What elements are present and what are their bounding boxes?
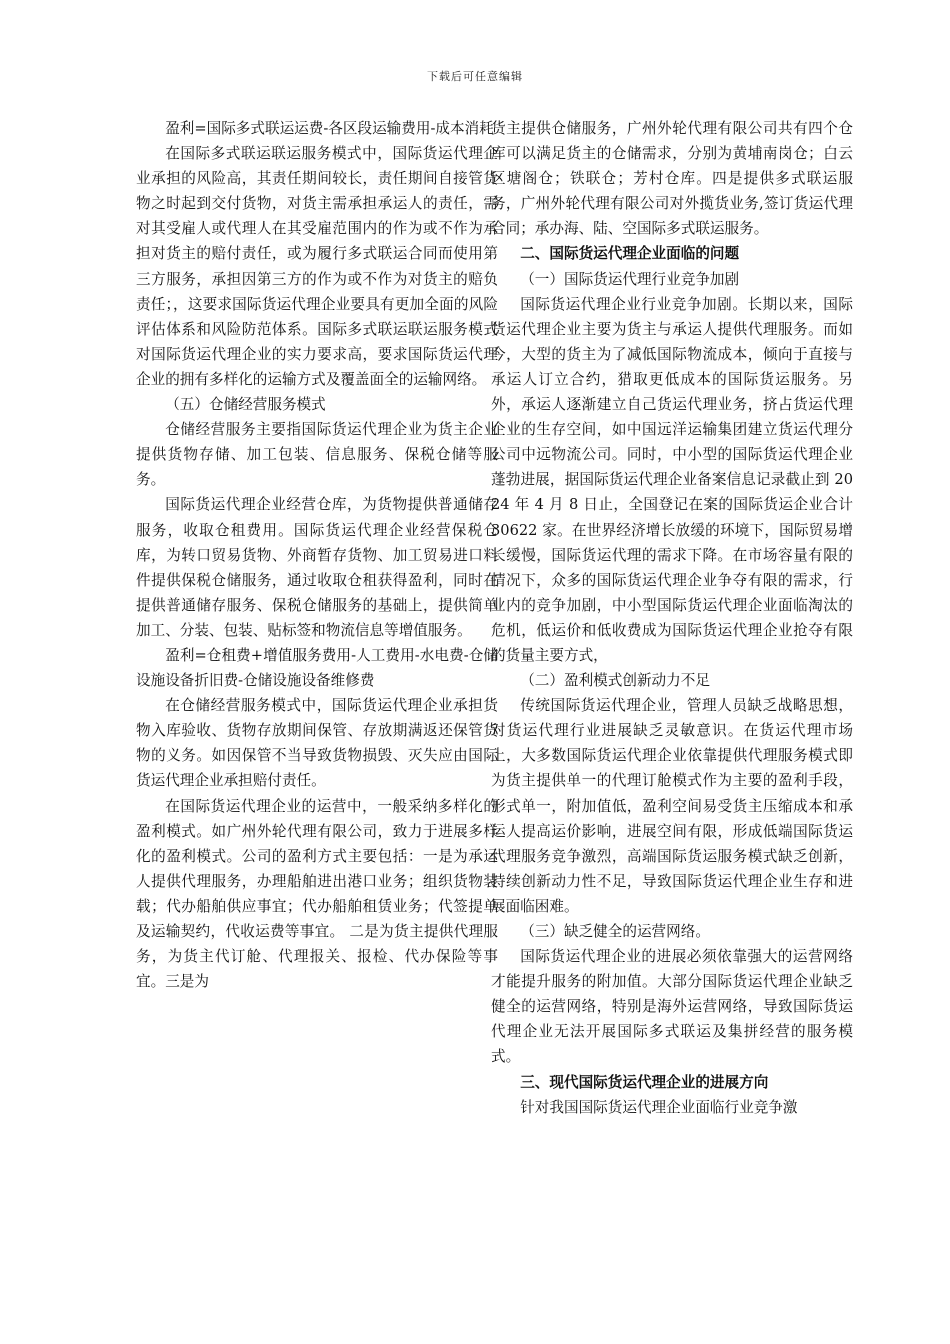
paragraph-guangzhou-example: 在国际货运代理企业的运营中，一般采纳多样化的盈利模式。如广州外轮代理有限公司，致力于进展多样化的盈利模式。公司的盈利方式主要包括：一是为承运人提供代理服务，办理船舶进出港口业务；组织货物装载；代办船舶供应事宜；代办船舶租赁业务；代签提单及运输契约，代收运费等事宜。 二是为货主提供代理服务，为货主代订舱、代理报关、报检、代办保险等事宜。三是为 [136,797,498,991]
section-heading-direction: 三、现代国际货运代理企业的进展方向 [520,1073,769,1091]
paragraph-innovation: 传统国际货运代理企业，管理人员缺乏战略思想，对货运代理行业进展缺乏灵敏意识。在货运代理市场上，大多数国际货运代理企业依靠提供代理服务模式即为货主提供单一的代理订舱模式作为主要的盈利手段，形式单一，附加值低，盈利空间易受货主压缩成本和承运人提高运价影响，进展空间有限，形成低端国际货运代理服务竞争激烈，高端国际货运服务模式缺乏创新，持续创新动力性不足，导致国际货运代理企业生存和进展面临困难。 [491,697,853,915]
paragraph-warehousing-liability: 在仓储经营服务模式中，国际货运代理企业承担货物入库验收、货物存放期间保管、存放期满返还保管货物的义务。如因保管不当导致货物损毁、灭失应由国际货运代理企业承担赔付责任。 [136,697,498,790]
paragraph-warehouse-operation: 国际货运代理企业经营仓库，为货物提供普通储存服务，收取仓租费用。国际货运代理企业经营保税仓库，为转口贸易货物、外商暂存货物、加工贸易进口料件提供保税仓储服务，通过收取仓租获得盈利，同时在提供普通储存服务、保税仓储服务的基础上，提供简单加工、分装、包装、贴标签和物流信息等增值服务。 [136,496,498,639]
paragraph-warehousing-definition: 仓储经营服务主要指国际货运代理企业为货主企业提供货物存储、加工包装、信息服务、保税仓储等服务。 [136,421,498,489]
profit-formula-multimodal: 盈利=国际多式联运运费-各区段运输费用-成本消耗 [165,120,494,137]
left-column [136,116,498,994]
subheading-competition: （一）国际货运代理行业竞争加剧 [520,270,740,288]
subheading-network: （三）缺乏健全的运营网络。 [520,923,710,940]
page-header-note: 下载后可任意编辑 [427,70,523,83]
right-column [491,116,853,1120]
paragraph-network: 国际货运代理企业的进展必须依靠强大的运营网络才能提升服务的附加值。大部分国际货运代理企业缺乏健全的运营网络，特别是海外运营网络，导致国际货运代理企业无法开展国际多式联运及集拼经营的服务模式。 [491,948,853,1066]
paragraph-guangzhou-continued: 货主提供仓储服务，广州外轮代理有限公司共有四个仓库可以满足货主的仓储需求，分别为黄埔南岗仓；白云区塘阁仓；铁联仓；芳村仓库。四是提供多式联运服务，广州外轮代理有限公司对外揽货业务,签订货运代理合同；承办海、陆、空国际多式联运服务。 [491,120,853,238]
paragraph-competition: 国际货运代理企业行业竞争加剧。长期以来，国际货运代理企业主要为货主与承运人提供代理服务。而如今，大型的货主为了减低国际物流成本，倾向于直接与承运人订立合约，猎取更低成本的国际货运服务。另外，承运人逐渐建立自己货运代理业务，挤占货运代理企业的生存空间，如中国远洋运输集团建立货运代理分公司中远物流公司。同时，中小型的国际货运代理企业蓬勃进展，据国际货运代理企业备案信息记录截止到 2024 年 4 月 8 日止，全国登记在案的国际货运企业合计 30622 家。在世界经济增长放缓的环境下，国际贸易增长缓慢，国际货运代理的需求下降。在市场容量有限的情况下，众多的国际货运代理企业争夺有限的需求，行业内的竞争加剧，中小型国际货运代理企业面临淘汰的危机，低运价和低收费成为国际货运代理企业抢夺有限的货量主要方式， [491,295,853,664]
paragraph-direction-start: 针对我国国际货运代理企业面临行业竞争激 [520,1098,798,1116]
profit-formula-warehousing: 盈利=仓租费+增值服务费用-人工费用-水电费-仓储设施设备折旧费-仓储设施设备维修费 [136,646,498,690]
section-heading-warehousing-model: （五）仓储经营服务模式 [165,396,326,414]
section-heading-problems: 二、国际货运代理企业面临的问题 [520,245,740,263]
subheading-innovation: （二）盈利模式创新动力不足 [520,672,710,690]
paragraph-multimodal-risk: 在国际多式联运联运服务模式中，国际货运代理企业承担的风险高，其责任期间较长，责任期间自接管货物之时起到交付货物，对货主需承担承运人的责任，需对其受雇人或代理人在其受雇范围内的作为或不作为承担对货主的赔付责任，或为履行多式联运合同而使用第三方服务，承担因第三方的作为或不作为对货主的赔负责任；，这要求国际货运代理企业要具有更加全面的风险评估体系和风险防范体系。国际多式联运联运服务模式对国际货运代理企业的实力要求高，要求国际货运代理企业的拥有多样化的运输方式及覆盖面全的运输网络。 [136,145,498,388]
